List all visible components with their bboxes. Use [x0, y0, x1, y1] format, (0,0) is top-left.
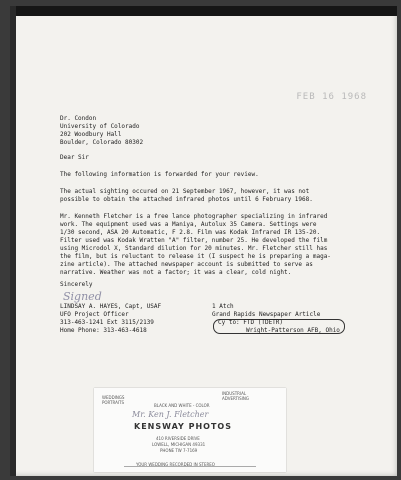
card-handwriting: Mr. Ken J. Fletcher: [132, 410, 209, 419]
attachment-line: 1 Atch: [212, 303, 234, 310]
paragraph-line: narrative. Weather was not a factor; it was a clear, cold night.: [60, 269, 292, 276]
scan-edge-top: [10, 6, 397, 16]
card-industrial: INDUSTRIAL: [222, 391, 247, 396]
copy-to-line: Cy to: FTD (TDETR): [218, 319, 284, 326]
signer-line: 313-463-1241 Ext 3115/2139: [60, 319, 154, 326]
attachment-line: Grand Rapids Newspaper Article: [212, 311, 321, 318]
card-footer: YOUR WEDDING RECORDED IN STEREO: [136, 462, 215, 467]
attachment-note: [212, 303, 320, 319]
paragraph-equipment: [60, 213, 331, 277]
card-city: LOWELL, MICHIGAN 49331: [152, 442, 206, 447]
paragraph-line: the film, but is reluctant to release it (I suspect he is preparing a maga-: [60, 253, 331, 260]
card-address: 410 RIVERSIDE DRIVE: [156, 436, 200, 441]
paragraph-line: zine article). The attached newspaper account is submitted to serve as: [60, 261, 313, 268]
card-company-name: KENSWAY PHOTOS: [134, 422, 232, 431]
paragraph-line: Mr. Kenneth Fletcher is a free lance photographer specializing in infrared: [60, 213, 328, 220]
salutation: Dear Sir: [60, 154, 89, 161]
signer-line: LINDSAY A. HAYES, Capt, USAF: [60, 303, 162, 310]
recipient-line: Boulder, Colorado 80302: [60, 139, 144, 146]
closing: Sincerely: [60, 281, 93, 288]
paragraph-line: possible to obtain the attached infrared photos until 6 February 1968.: [60, 196, 313, 203]
card-wedding: WEDDINGS: [102, 395, 125, 400]
recipient-line: Dr. Condon: [60, 115, 97, 122]
card-phone: PHONE TW 7-7169: [160, 448, 198, 453]
paragraph-line: 1/30 second, ASA 20 Automatic, F 2.8. Film was Kodak Infrared IR 135-20.: [60, 229, 321, 236]
paragraph-line: work. The equipment used was a Maniya, Autolux 35 Camera. Settings were: [60, 221, 317, 228]
copy-to-block: [218, 319, 340, 335]
signature-block: [60, 303, 161, 335]
business-card: [94, 388, 286, 472]
recipient-address: [60, 115, 143, 147]
paragraph-line: using Microdol X, Standard dilution for 20 minutes. Mr. Fletcher still has: [60, 245, 328, 252]
signature: Signed: [63, 290, 102, 303]
letter-page: [10, 6, 397, 476]
recipient-line: 202 Woodbury Hall: [60, 131, 122, 138]
paragraph-line: Filter used was Kodak Wratten "A" filter, number 25. He developed the film: [60, 237, 328, 244]
paragraph-dates: [60, 188, 313, 204]
copy-to-line: Wright-Patterson AFB, Ohio: [246, 327, 340, 334]
signer-line: UFO Project Officer: [60, 311, 129, 318]
signer-line: Home Phone: 313-463-4618: [60, 327, 147, 334]
card-portraits: PORTRAITS: [102, 400, 125, 405]
paragraph-line: The actual sighting occured on 21 September 1967, however, it was not: [60, 188, 310, 195]
card-advertising: ADVERTISING: [222, 396, 249, 401]
date-stamp: FEB 16 1968: [296, 92, 367, 102]
intro-line: The following information is forwarded for your review.: [60, 171, 259, 178]
recipient-line: University of Colorado: [60, 123, 140, 130]
card-color: BLACK AND WHITE - COLOR: [154, 403, 210, 408]
scan-edge-left: [10, 6, 16, 476]
